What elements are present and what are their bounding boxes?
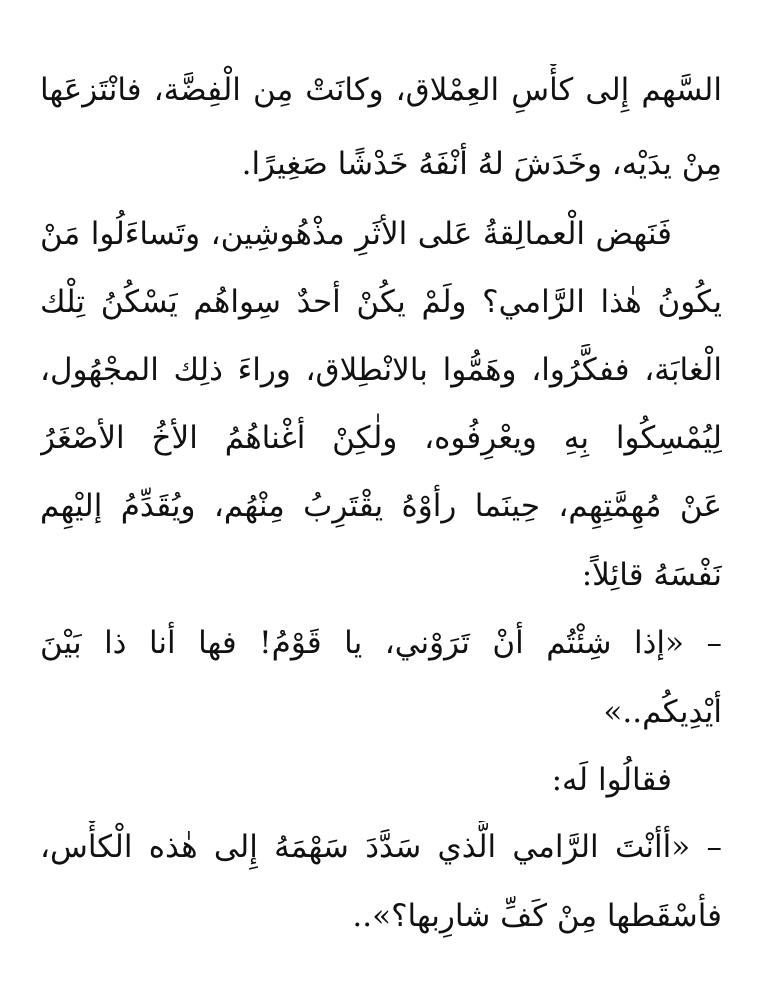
text-line: فَنَهض الْعمالِقةُ عَلى الأثَرِ مذْهُوشِين، وتَساءَلُوا مَنْ: [40, 216, 672, 252]
text-line: فقالُوا لَه:: [551, 762, 672, 798]
text-line: عَنْ مُهِمَّتِهِم، حِينَما رأوْهُ يقْتَرِبُ مِنْهُم، ويُقَدِّمُ إليْهِم: [40, 488, 722, 524]
text-line: لِيُمْسِكُوا بِهِ ويعْرِفُوه، ولٰكِنْ أغْناهُمُ الأخُ الأصْغَرُ: [40, 420, 722, 456]
text-line: أيْدِيكُم..»: [603, 694, 722, 730]
text-line: فأسْقَطها مِنْ كَفِّ شارِبها؟»..: [352, 898, 722, 934]
text-line: – «إذا شِئْتُم أنْ تَرَوْني، يا قَوْمُ! فها أنا ذا بَيْنَ: [40, 625, 722, 661]
text-line: الْغابَة، ففكَّرُوا، وهَمُّوا بالانْطِلاق، وراءَ ذلِك المجْهُول،: [40, 352, 722, 388]
text-line: السَّهم إِلى كأْسِ العِمْلاق، وكانَتْ مِن الْفِضَّة، فانْتَزعَها: [40, 72, 722, 108]
text-line: مِنْ يدَيْه، وخَدَشَ لهُ أنْفَهُ خَدْشًا صَغِيرًا.: [241, 146, 722, 182]
text-line: نَفْسَهُ قائِلاً:: [581, 557, 722, 593]
text-line: – «أأنْتَ الرَّامي الَّذي سَدَّدَ سَهْمَهُ إِلى هٰذه الْكأْس،: [40, 829, 722, 865]
text-line: يكُونُ هٰذا الرَّامي؟ ولَمْ يكُنْ أحدٌ سِواهُم يَسْكُنُ تِلْك: [40, 284, 722, 320]
